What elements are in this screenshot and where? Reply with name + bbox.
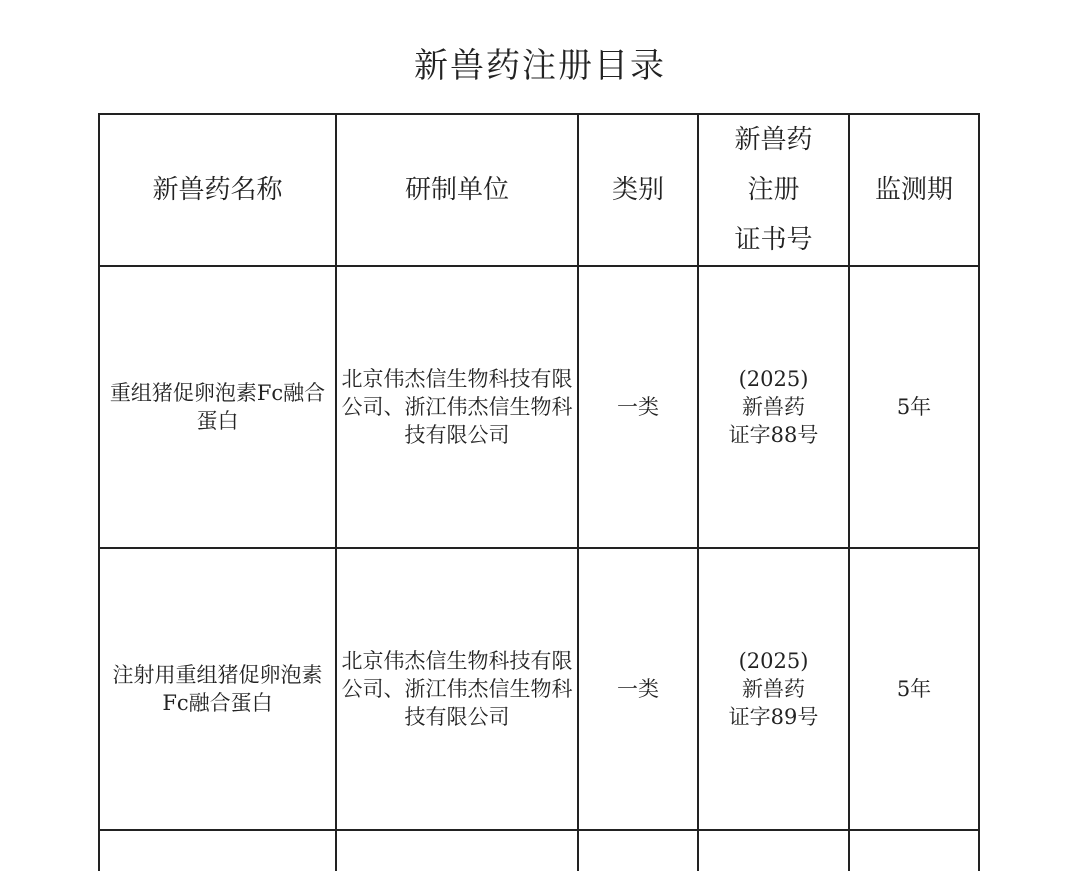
cell-category: 一类 [578, 266, 698, 548]
cell-monitoring: 5年 [849, 548, 979, 830]
cell-category: 一类 [578, 548, 698, 830]
cell-name: 注射用重组猪促卵泡素Fc融合蛋白 [99, 548, 336, 830]
cell-developer: 北京伟杰信生物科技有限公司、浙江伟杰信生物科技有限公司 [336, 548, 578, 830]
cell-certificate: (2025) 新兽药 证字89号 [698, 548, 849, 830]
cell-empty [336, 830, 578, 871]
cell-developer: 北京伟杰信生物科技有限公司、浙江伟杰信生物科技有限公司 [336, 266, 578, 548]
header-cert-line: 注册 [747, 175, 800, 205]
header-cert-line: 新兽药 [734, 125, 813, 155]
cell-empty [849, 830, 979, 871]
table-header-row [99, 114, 979, 266]
cell-empty [99, 830, 336, 871]
table-row [99, 266, 979, 548]
registry-table [98, 113, 980, 871]
header-developer: 研制单位 [336, 114, 578, 266]
header-cert-line: 证书号 [734, 225, 813, 255]
cell-monitoring: 5年 [849, 266, 979, 548]
cell-certificate: (2025) 新兽药 证字88号 [698, 266, 849, 548]
table-row-partial [99, 830, 979, 871]
header-monitoring: 监测期 [849, 114, 979, 266]
header-name: 新兽药名称 [99, 114, 336, 266]
cell-empty [578, 830, 698, 871]
cell-empty [698, 830, 849, 871]
header-category: 类别 [578, 114, 698, 266]
header-certificate [698, 114, 849, 266]
cell-name: 重组猪促卵泡素Fc融合蛋白 [99, 266, 336, 548]
page-title: 新兽药注册目录 [414, 46, 666, 86]
table-row [99, 548, 979, 830]
